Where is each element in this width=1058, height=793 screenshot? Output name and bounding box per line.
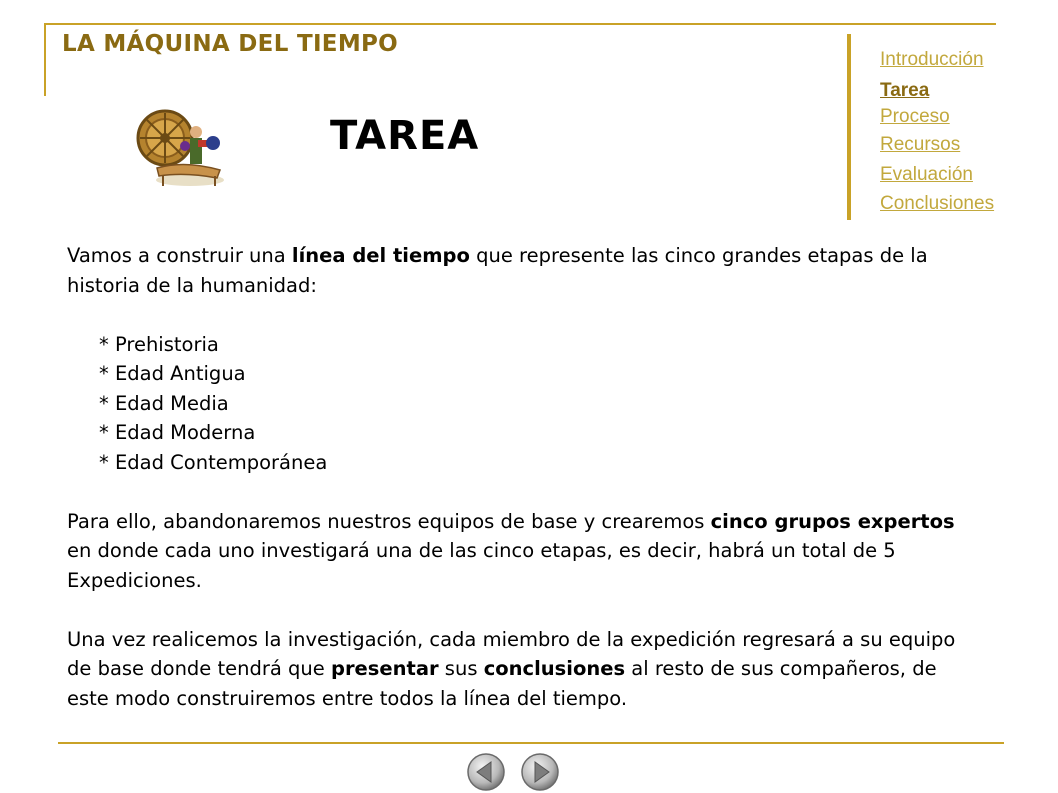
nav-link-introduccion[interactable]: Introducción — [880, 49, 984, 70]
intro-text: Vamos a construir una — [67, 244, 292, 267]
conclusions-text-end: al resto de sus compañeros, de este modo construiremos entre todos la línea del tiempo. — [67, 657, 937, 710]
task-content — [67, 241, 967, 713]
groups-bold-text: cinco grupos expertos — [710, 509, 955, 533]
left-divider — [44, 23, 46, 96]
present-bold-text: presentar — [330, 657, 439, 680]
stage-list — [67, 330, 967, 478]
list-item: * Prehistoria — [99, 332, 219, 356]
groups-text-end: en donde cada uno investigará una de las cinco etapas, es decir, habrá un total de 5 Expediciones. — [67, 539, 896, 592]
page-heading: TAREA — [330, 113, 480, 159]
list-item: * Edad Media — [99, 391, 229, 415]
conclusions-bold-text: conclusiones — [483, 657, 626, 680]
bottom-divider — [58, 742, 1004, 744]
conclusions-paragraph — [67, 625, 967, 714]
nav-link-proceso[interactable]: Proceso — [880, 106, 950, 127]
groups-paragraph — [67, 507, 967, 596]
arrow-right-icon[interactable] — [520, 752, 560, 792]
list-item: * Edad Antigua — [99, 362, 246, 385]
arrow-left-icon[interactable] — [466, 752, 506, 792]
list-item: * Edad Contemporánea — [99, 450, 328, 474]
nav-link-tarea[interactable]: Tarea — [880, 80, 930, 101]
intro-text-end: que represente las cinco grandes etapas de la historia de la humanidad: — [67, 244, 928, 297]
groups-text: Para ello, abandonaremos nuestros equipos de base y crearemos — [67, 509, 711, 533]
nav-link-conclusiones[interactable]: Conclusiones — [880, 193, 995, 214]
intro-paragraph — [67, 241, 967, 300]
intro-bold-text: línea del tiempo — [291, 244, 470, 267]
site-title: LA MÁQUINA DEL TIEMPO — [62, 31, 399, 57]
conclusions-text: Una vez realicemos la investigación, cada miembro de la expedición regresará a su equipo de base donde tendrá que — [67, 627, 956, 680]
conclusions-text-mid: sus — [438, 657, 484, 680]
list-item: * Edad Moderna — [99, 421, 256, 444]
time-machine-icon — [135, 98, 230, 190]
nav-link-recursos[interactable]: Recursos — [880, 134, 961, 155]
nav-divider — [847, 34, 851, 220]
nav-link-evaluacion[interactable]: Evaluación — [880, 164, 973, 185]
top-divider — [44, 23, 996, 25]
